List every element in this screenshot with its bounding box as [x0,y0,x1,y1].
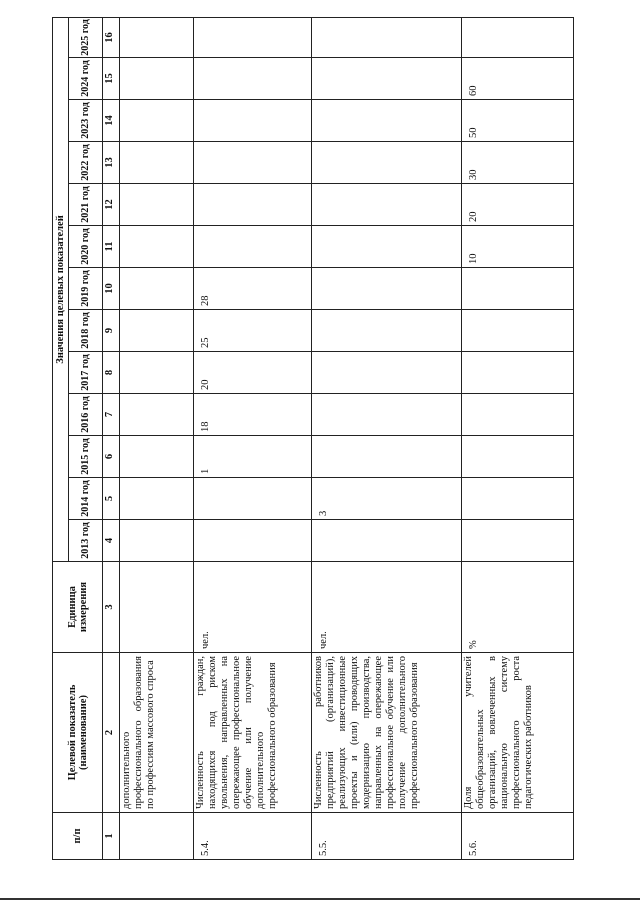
table-row [312,17,462,859]
indicator-value [462,17,574,57]
indicator-value [194,17,312,57]
indicator-value [312,100,462,142]
indicator-value [194,58,312,100]
indicator-value: 20 [194,352,312,394]
indicator-value [120,436,194,478]
column-number: 5 [103,478,120,520]
row-number: 5.6. [462,813,574,860]
indicator-value: 28 [194,268,312,310]
header-year: 2020 год [69,226,103,268]
indicator-value [120,58,194,100]
indicator-value [312,226,462,268]
indicator-value: 20 [462,184,574,226]
indicator-value [462,478,574,520]
indicator-value: 10 [462,226,574,268]
column-number: 16 [103,17,120,57]
indicator-name: Численность граждан, находящихся под риском увольнения, направленных на опережающее профессиональное обучение или получение дополнительного профессионального образования [194,653,312,813]
unit-of-measure: % [462,562,574,653]
column-number: 3 [103,562,120,653]
header-row-number: п/п [53,813,103,860]
indicator-value: 18 [194,394,312,436]
indicator-value [120,17,194,57]
indicator-value [194,100,312,142]
indicator-value [312,394,462,436]
indicator-name: дополнительного профессионального образования по профессиям массового спроса [120,653,194,813]
column-number: 13 [103,142,120,184]
column-number: 4 [103,520,120,562]
indicator-value [312,352,462,394]
row-number [120,813,194,860]
header-year: 2014 год [69,478,103,520]
column-number: 11 [103,226,120,268]
header-year: 2019 год [69,268,103,310]
indicator-value: 25 [194,310,312,352]
indicator-value: 3 [312,478,462,520]
indicator-value [312,310,462,352]
indicator-value [120,184,194,226]
table-row [120,17,194,859]
column-number: 8 [103,352,120,394]
indicator-value [120,226,194,268]
indicator-value [462,310,574,352]
header-year: 2021 год [69,184,103,226]
indicator-value [194,184,312,226]
indicator-value [312,142,462,184]
page-bottom-border [0,898,640,900]
indicator-value [120,352,194,394]
header-year: 2025 год [69,17,103,57]
header-year: 2022 год [69,142,103,184]
indicator-value [462,268,574,310]
indicator-value [312,17,462,57]
unit-of-measure: чел. [312,562,462,653]
row-number: 5.5. [312,813,462,860]
table-row [194,17,312,859]
column-number: 2 [103,653,120,813]
indicator-value [312,58,462,100]
column-number: 15 [103,58,120,100]
indicator-value [462,352,574,394]
header-year: 2013 год [69,520,103,562]
indicator-value [120,310,194,352]
indicator-value [194,142,312,184]
indicator-value: 50 [462,100,574,142]
indicator-value [120,478,194,520]
unit-of-measure: чел. [194,562,312,653]
indicator-value [462,436,574,478]
table-row [462,17,574,859]
header-year: 2024 год [69,58,103,100]
header-year: 2023 год [69,100,103,142]
header-year: 2018 год [69,310,103,352]
header-indicator: Целевой показатель (наименование) [53,653,103,813]
indicator-name: Доля учителей общеобразовательных организаций, вовлеченных в национальную систему профессионального роста педагогических работников [462,653,574,813]
column-number: 10 [103,268,120,310]
indicator-value: 30 [462,142,574,184]
indicator-value [462,394,574,436]
indicator-value [312,268,462,310]
indicator-value [312,184,462,226]
column-number: 6 [103,436,120,478]
indicator-value [194,478,312,520]
indicator-value [120,394,194,436]
indicator-value [312,436,462,478]
indicator-value [312,520,462,562]
header-unit: Единица измерения [53,562,103,653]
column-number: 7 [103,394,120,436]
indicator-value [120,142,194,184]
rotated-table-container [52,18,578,860]
header-year: 2015 год [69,436,103,478]
column-number: 14 [103,100,120,142]
indicator-value: 1 [194,436,312,478]
indicator-value [462,520,574,562]
header-year: 2017 год [69,352,103,394]
header-values-group: Значения целевых показателей [53,17,69,561]
indicator-value [194,520,312,562]
indicator-name: Численность работников предприятий (организаций), реализующих инвестиционные проекты и (или) проводящих модернизацию производства, направленных на опережающее профессиональное обучение или получение дополнительного профессионального образования [312,653,462,813]
indicator-value: 60 [462,58,574,100]
indicator-value [120,268,194,310]
indicator-value [120,520,194,562]
indicator-value [120,100,194,142]
indicator-value [194,226,312,268]
column-number: 9 [103,310,120,352]
column-number: 1 [103,813,120,860]
column-number: 12 [103,184,120,226]
unit-of-measure [120,562,194,653]
header-year: 2016 год [69,394,103,436]
row-number: 5.4. [194,813,312,860]
target-indicators-table [52,17,574,860]
